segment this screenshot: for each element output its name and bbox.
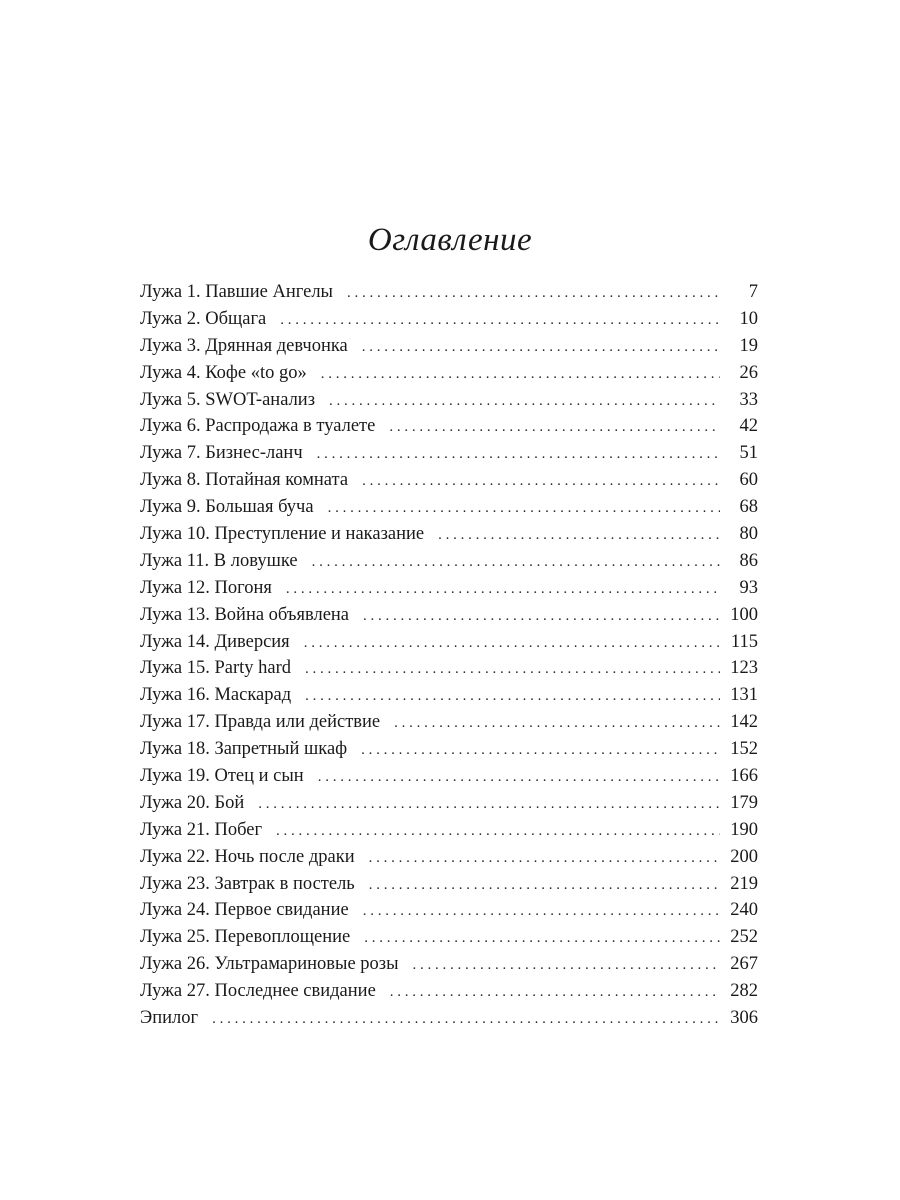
toc-entry (140, 440, 758, 467)
toc-entry-title: Лужа 23. Завтрак в постель (140, 873, 355, 894)
toc-entry-title: Лужа 25. Перевоплощение (140, 927, 351, 948)
toc-entry-title: Лужа 16. Маскарад (140, 685, 292, 706)
toc-entry-page: 42 (739, 416, 758, 437)
toc-entry-title: Лужа 10. Преступление и наказание (140, 524, 425, 545)
toc-entry-page: 152 (730, 739, 758, 760)
dot-leader (364, 925, 720, 952)
toc-entry-title: Лужа 6. Распродажа в туалете (140, 416, 376, 437)
toc-entry (140, 494, 758, 521)
dot-leader (389, 414, 720, 441)
toc-entry-title: Лужа 22. Ночь после драки (140, 846, 355, 867)
toc-entry-title: Лужа 19. Отец и сын (140, 766, 304, 787)
toc-entry (140, 602, 758, 629)
toc-entry-title: Лужа 13. Война объявлена (140, 604, 350, 625)
dot-leader (212, 1006, 720, 1033)
toc-entry-page: 179 (730, 792, 758, 813)
toc-entry (140, 924, 758, 951)
toc-entry (140, 575, 758, 602)
toc-entry-page: 142 (730, 712, 758, 733)
dot-leader (361, 737, 720, 764)
toc-entry-title: Лужа 11. В ловушке (140, 550, 298, 571)
toc-entry (140, 817, 758, 844)
page-title: Оглавление (367, 222, 533, 258)
toc-entry (140, 951, 758, 978)
toc-entry (140, 790, 758, 817)
toc-entry-title: Лужа 12. Погоня (140, 577, 272, 598)
toc-entry-page: 123 (730, 658, 758, 679)
toc-entry (140, 306, 758, 333)
toc-entry-page: 19 (739, 335, 758, 356)
toc-entry (140, 467, 758, 494)
toc-entry (140, 387, 758, 414)
toc-entry-page: 219 (730, 873, 758, 894)
toc-entry-page: 26 (739, 362, 758, 383)
toc-entry-page: 282 (730, 981, 758, 1002)
toc-entry-title: Лужа 21. Побег (140, 819, 263, 840)
toc-entry-page: 100 (730, 604, 758, 625)
toc-entry-title: Эпилог (140, 1008, 199, 1029)
dot-leader (362, 468, 720, 495)
toc-entry-title: Лужа 7. Бизнес-ланч (140, 443, 303, 464)
toc-entry (140, 521, 758, 548)
toc-entry-page: 200 (730, 846, 758, 867)
dot-leader (304, 630, 720, 657)
dot-leader (286, 576, 720, 603)
dot-leader (347, 280, 720, 307)
toc-entry (140, 279, 758, 306)
dot-leader (363, 898, 720, 925)
table-of-contents (140, 279, 758, 1032)
toc-entry-page: 86 (739, 550, 758, 571)
toc-entry-page: 306 (730, 1008, 758, 1029)
dot-leader (438, 522, 720, 549)
toc-entry (140, 709, 758, 736)
toc-entry-title: Лужа 3. Дрянная девчонка (140, 335, 348, 356)
toc-entry-title: Лужа 17. Правда или действие (140, 712, 381, 733)
toc-entry-page: 68 (739, 497, 758, 518)
toc-entry-title: Лужа 15. Party hard (140, 658, 292, 679)
toc-entry (140, 655, 758, 682)
toc-entry-epilogue (140, 1005, 758, 1032)
dot-leader (390, 979, 720, 1006)
toc-entry-title: Лужа 1. Павшие Ангелы (140, 282, 333, 302)
toc-entry-page: 51 (739, 443, 758, 464)
toc-entry-page: 10 (739, 308, 758, 329)
toc-entry (140, 897, 758, 924)
dot-leader (305, 656, 720, 683)
toc-entry (140, 333, 758, 360)
toc-entry-page: 267 (730, 954, 758, 975)
toc-entry-title: Лужа 27. Последнее свидание (140, 981, 376, 1002)
toc-entry-page: 33 (739, 389, 758, 410)
toc-entry-page: 93 (739, 577, 758, 598)
toc-entry-title: Лужа 8. Потайная комната (140, 470, 349, 491)
dot-leader (413, 952, 720, 979)
toc-entry-page: 115 (730, 631, 758, 652)
toc-entry-page: 190 (730, 819, 758, 840)
dot-leader (317, 441, 720, 468)
toc-entry-page: 166 (730, 766, 758, 787)
dot-leader (394, 710, 720, 737)
toc-entry-page: 240 (730, 900, 758, 921)
toc-entry (140, 871, 758, 898)
dot-leader (329, 388, 720, 415)
toc-entry-title: Лужа 9. Большая буча (140, 497, 314, 518)
dot-leader (369, 845, 720, 872)
dot-leader (280, 307, 720, 334)
toc-entry-page: 60 (739, 470, 758, 491)
dot-leader (258, 791, 720, 818)
toc-entry (140, 682, 758, 709)
toc-entry-title: Лужа 18. Запретный шкаф (140, 739, 348, 760)
toc-entry (140, 736, 758, 763)
dot-leader (369, 872, 720, 899)
dot-leader (362, 334, 720, 361)
toc-entry (140, 844, 758, 871)
toc-entry-page: 131 (730, 685, 758, 706)
toc-entry (140, 629, 758, 656)
toc-entry-title: Лужа 20. Бой (140, 792, 245, 813)
dot-leader (276, 818, 720, 845)
toc-entry (140, 548, 758, 575)
toc-entry-title: Лужа 24. Первое свидание (140, 900, 349, 921)
toc-entry-title: Лужа 26. Ультрамариновые розы (140, 954, 399, 975)
toc-entry (140, 978, 758, 1005)
dot-leader (318, 764, 720, 791)
dot-leader (363, 603, 720, 630)
toc-entry-page: 80 (739, 524, 758, 545)
dot-leader (328, 495, 720, 522)
dot-leader (312, 549, 720, 576)
toc-entry-title: Лужа 2. Общага (140, 308, 267, 329)
toc-entry-title: Лужа 5. SWOT-анализ (140, 389, 316, 410)
toc-entry-page: 252 (730, 927, 758, 948)
toc-entry-title: Лужа 4. Кофе «to go» (140, 362, 307, 383)
toc-entry (140, 360, 758, 387)
toc-entry-title: Лужа 14. Диверсия (140, 631, 290, 652)
toc-entry (140, 763, 758, 790)
toc-entry-page: 7 (748, 282, 758, 302)
toc-entry (140, 413, 758, 440)
dot-leader (305, 683, 720, 710)
dot-leader (321, 361, 720, 388)
